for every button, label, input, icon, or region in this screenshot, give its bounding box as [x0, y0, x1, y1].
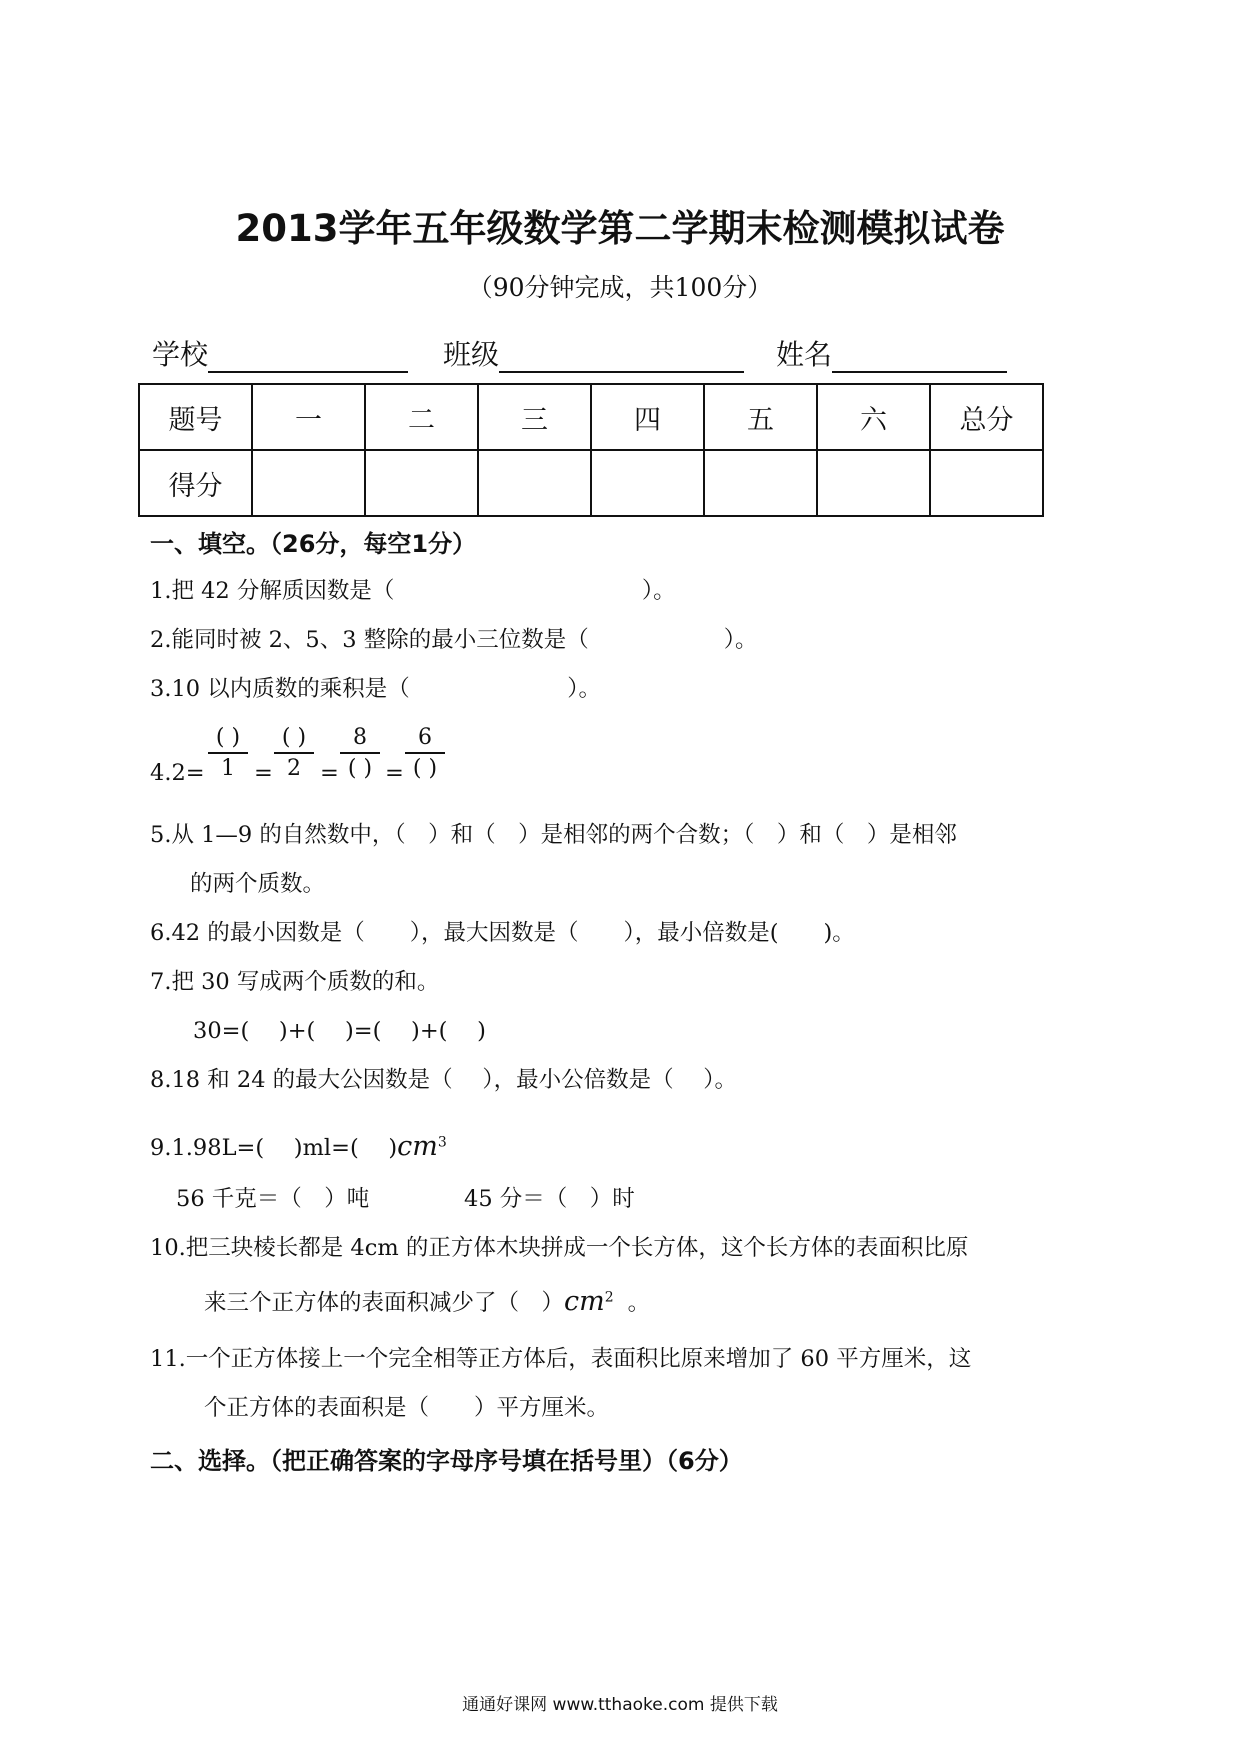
- score-table-col: 三: [478, 384, 591, 450]
- question-7-line2: 30=( )+( )=( )+( ): [193, 1018, 486, 1044]
- equals-sign: =: [254, 760, 273, 786]
- question-4-prefix: 4.2=: [150, 760, 205, 786]
- question-11-line1: 11.一个正方体接上一个完全相等正方体后，表面积比原来增加了 60 平方厘米，这: [150, 1346, 972, 1372]
- class-blank[interactable]: [499, 341, 744, 373]
- section1-heading: 一、填空。（26分，每空1分）: [150, 530, 477, 558]
- unit-exponent: 2: [604, 1289, 614, 1306]
- question-10-line2: [204, 1285, 650, 1317]
- score-table-col: 一: [252, 384, 365, 450]
- question-9-line1: [150, 1130, 447, 1162]
- equals-sign: =: [385, 760, 404, 786]
- fraction: [208, 725, 248, 781]
- unit-exponent: 3: [437, 1134, 447, 1151]
- score-cell[interactable]: [252, 450, 365, 516]
- question-11-line2: 个正方体的表面积是（ ）平方厘米。: [204, 1395, 610, 1421]
- question-9-text: 9.1.98L=( )ml=( ): [150, 1135, 398, 1161]
- page-footer: 通通好课网 www.tthaoke.com 提供下载: [462, 1695, 778, 1715]
- name-label: 姓名: [776, 338, 833, 371]
- name-field: [776, 333, 1007, 373]
- fraction-numerator: 8: [340, 725, 380, 754]
- fraction: [274, 725, 314, 781]
- fraction-denominator: ( ): [347, 756, 373, 781]
- score-table-col: 二: [365, 384, 478, 450]
- fraction: [340, 725, 380, 781]
- question-9-line2b: 45 分＝（ ）时: [464, 1186, 635, 1212]
- school-blank[interactable]: [208, 341, 408, 373]
- question-10-text: 来三个正方体的表面积减少了（ ）: [204, 1290, 565, 1316]
- unit-cm: cm: [397, 1131, 438, 1162]
- question-3: 3.10 以内质数的乘积是（ ）。: [150, 676, 602, 702]
- question-10-end: 。: [627, 1290, 651, 1316]
- score-table-header-label: 题号: [139, 384, 252, 450]
- score-table: [138, 383, 1044, 517]
- class-field: [443, 333, 744, 373]
- question-9-line2a: 56 千克＝（ ）吨: [176, 1186, 370, 1212]
- fraction-denominator: ( ): [412, 756, 438, 781]
- question-6: 6.42 的最小因数是（ ），最大因数是（ ），最小倍数是( )。: [150, 920, 855, 946]
- page-subtitle: （90分钟完成，共100分）: [467, 273, 773, 302]
- score-table-score-label: 得分: [139, 450, 252, 516]
- score-table-col: 五: [704, 384, 817, 450]
- school-field: [152, 333, 408, 373]
- score-cell[interactable]: [478, 450, 591, 516]
- fraction-denominator: 1: [221, 756, 235, 781]
- score-table-col: 总分: [930, 384, 1043, 450]
- score-cell[interactable]: [930, 450, 1043, 516]
- fraction-numerator: ( ): [274, 725, 314, 754]
- score-cell[interactable]: [365, 450, 478, 516]
- equals-sign: =: [320, 760, 339, 786]
- question-5-line1: 5.从 1—9 的自然数中，（ ）和（ ）是相邻的两个合数；（ ）和（ ）是相邻: [150, 822, 957, 848]
- score-cell[interactable]: [817, 450, 930, 516]
- question-7-line1: 7.把 30 写成两个质数的和。: [150, 969, 440, 995]
- class-label: 班级: [443, 338, 500, 371]
- page-title: 2013学年五年级数学第二学期末检测模拟试卷: [235, 207, 1005, 250]
- name-blank[interactable]: [832, 341, 1007, 373]
- question-1: 1.把 42 分解质因数是（ ）。: [150, 578, 676, 604]
- fraction: [405, 725, 445, 781]
- question-10-line1: 10.把三块棱长都是 4cm 的正方体木块拼成一个长方体，这个长方体的表面积比原: [150, 1235, 969, 1261]
- score-table-header-row: [139, 384, 1043, 450]
- fraction-numerator: ( ): [208, 725, 248, 754]
- school-label: 学校: [152, 338, 209, 371]
- score-table-col: 六: [817, 384, 930, 450]
- score-table-score-row: [139, 450, 1043, 516]
- score-cell[interactable]: [591, 450, 704, 516]
- question-2: 2.能同时被 2、5、3 整除的最小三位数是（ ）。: [150, 627, 758, 653]
- score-table-col: 四: [591, 384, 704, 450]
- fraction-numerator: 6: [405, 725, 445, 754]
- question-8: 8.18 和 24 的最大公因数是（ ），最小公倍数是（ ）。: [150, 1067, 737, 1093]
- section2-heading: 二、选择。（把正确答案的字母序号填在括号里）（6分）: [150, 1447, 743, 1475]
- score-cell[interactable]: [704, 450, 817, 516]
- unit-cm: cm: [564, 1286, 605, 1317]
- fraction-denominator: 2: [287, 756, 301, 781]
- question-5-line2: 的两个质数。: [190, 871, 326, 897]
